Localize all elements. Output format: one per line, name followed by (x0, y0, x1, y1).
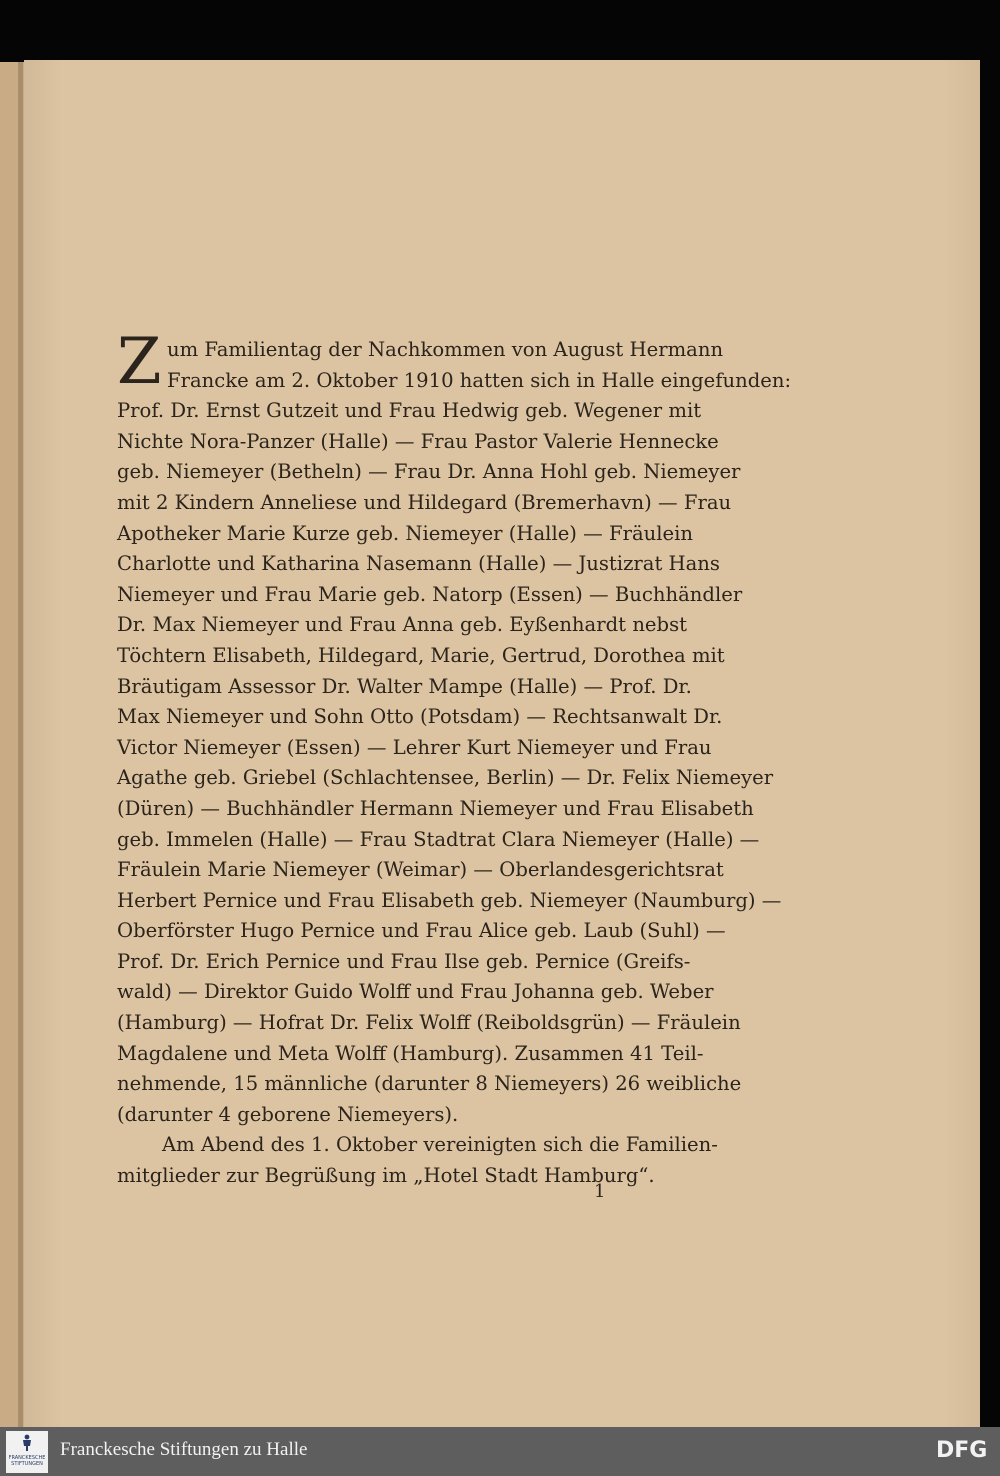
text-line: Niemeyer und Frau Marie geb. Natorp (Essen) — Buchhändler (117, 582, 743, 606)
text-line: Magdalene und Meta Wolff (Hamburg). Zusammen 41 Teil- (117, 1041, 704, 1065)
figure-icon (22, 1434, 32, 1451)
text-line: (darunter 4 geborene Niemeyers). (117, 1102, 459, 1126)
spine-edge (18, 62, 23, 1427)
institution-logo[interactable] (6, 1431, 48, 1473)
text-line: mit 2 Kindern Anneliese und Hildegard (Bremerhavn) — Frau (117, 490, 732, 514)
text-line: Nichte Nora-Panzer (Halle) — Frau Pastor Valerie Hennecke (117, 429, 719, 453)
text-line: nehmende, 15 männliche (darunter 8 Niemeyers) 26 weibliche (117, 1072, 742, 1096)
text-line: Apotheker Marie Kurze geb. Niemeyer (Halle) — Fräulein (117, 521, 694, 545)
text-line: Am Abend des 1. Oktober vereinigten sich die Familien- (162, 1133, 718, 1157)
text-line: geb. Immelen (Halle) — Frau Stadtrat Clara Niemeyer (Halle) — (117, 827, 760, 851)
text-line: Victor Niemeyer (Essen) — Lehrer Kurt Niemeyer und Frau (117, 735, 712, 759)
text-line: mitglieder zur Begrüßung im „Hotel Stadt Hamburg“. (117, 1164, 655, 1188)
text-line: Prof. Dr. Erich Pernice und Frau Ilse geb. Pernice (Greifs- (117, 949, 691, 973)
text-line: Fräulein Marie Niemeyer (Weimar) — Oberlandesgerichtsrat (117, 858, 724, 882)
text-line: (Hamburg) — Hofrat Dr. Felix Wolff (Reiboldsgrün) — Fräulein (117, 1011, 741, 1035)
text-line: Prof. Dr. Ernst Gutzeit und Frau Hedwig geb. Wegener mit (117, 399, 702, 423)
body-text (117, 325, 792, 1192)
text-line: Oberförster Hugo Pernice und Frau Alice geb. Laub (Suhl) — (117, 919, 726, 943)
text-line: Töchtern Elisabeth, Hildegard, Marie, Gertrud, Dorothea mit (117, 643, 725, 667)
dfg-logo[interactable]: DFG (936, 1438, 988, 1463)
text-line: Max Niemeyer und Sohn Otto (Potsdam) — Rechtsanwalt Dr. (117, 705, 723, 729)
institution-name: Franckesche Stiftungen zu Halle (60, 1439, 308, 1460)
text-line: Francke am 2. Oktober 1910 hatten sich in Halle eingefunden: (167, 368, 792, 392)
text-line: (Düren) — Buchhändler Hermann Niemeyer und Frau Elisabeth (117, 796, 754, 820)
text-line: Bräutigam Assessor Dr. Walter Mampe (Halle) — Prof. Dr. (117, 674, 692, 698)
page-number: 1 (594, 1181, 606, 1202)
drop-cap: Z (117, 325, 162, 399)
logo-caption: FRANCKESCHE STIFTUNGEN (8, 1455, 46, 1467)
text-line: Dr. Max Niemeyer und Frau Anna geb. Eyßenhardt nebst (117, 613, 687, 637)
text-line: Charlotte und Katharina Nasemann (Halle) — Justizrat Hans (117, 552, 720, 576)
text-line: Herbert Pernice und Frau Elisabeth geb. Niemeyer (Naumburg) — (117, 888, 782, 912)
text-line: um Familientag der Nachkommen von August Hermann (167, 338, 724, 361)
footer-bar (0, 1427, 1000, 1476)
text-line: wald) — Direktor Guido Wolff und Frau Johanna geb. Weber (117, 980, 714, 1004)
text-line: geb. Niemeyer (Betheln) — Frau Dr. Anna Hohl geb. Niemeyer (117, 460, 741, 484)
text-line: Agathe geb. Griebel (Schlachtensee, Berlin) — Dr. Felix Niemeyer (117, 766, 774, 790)
